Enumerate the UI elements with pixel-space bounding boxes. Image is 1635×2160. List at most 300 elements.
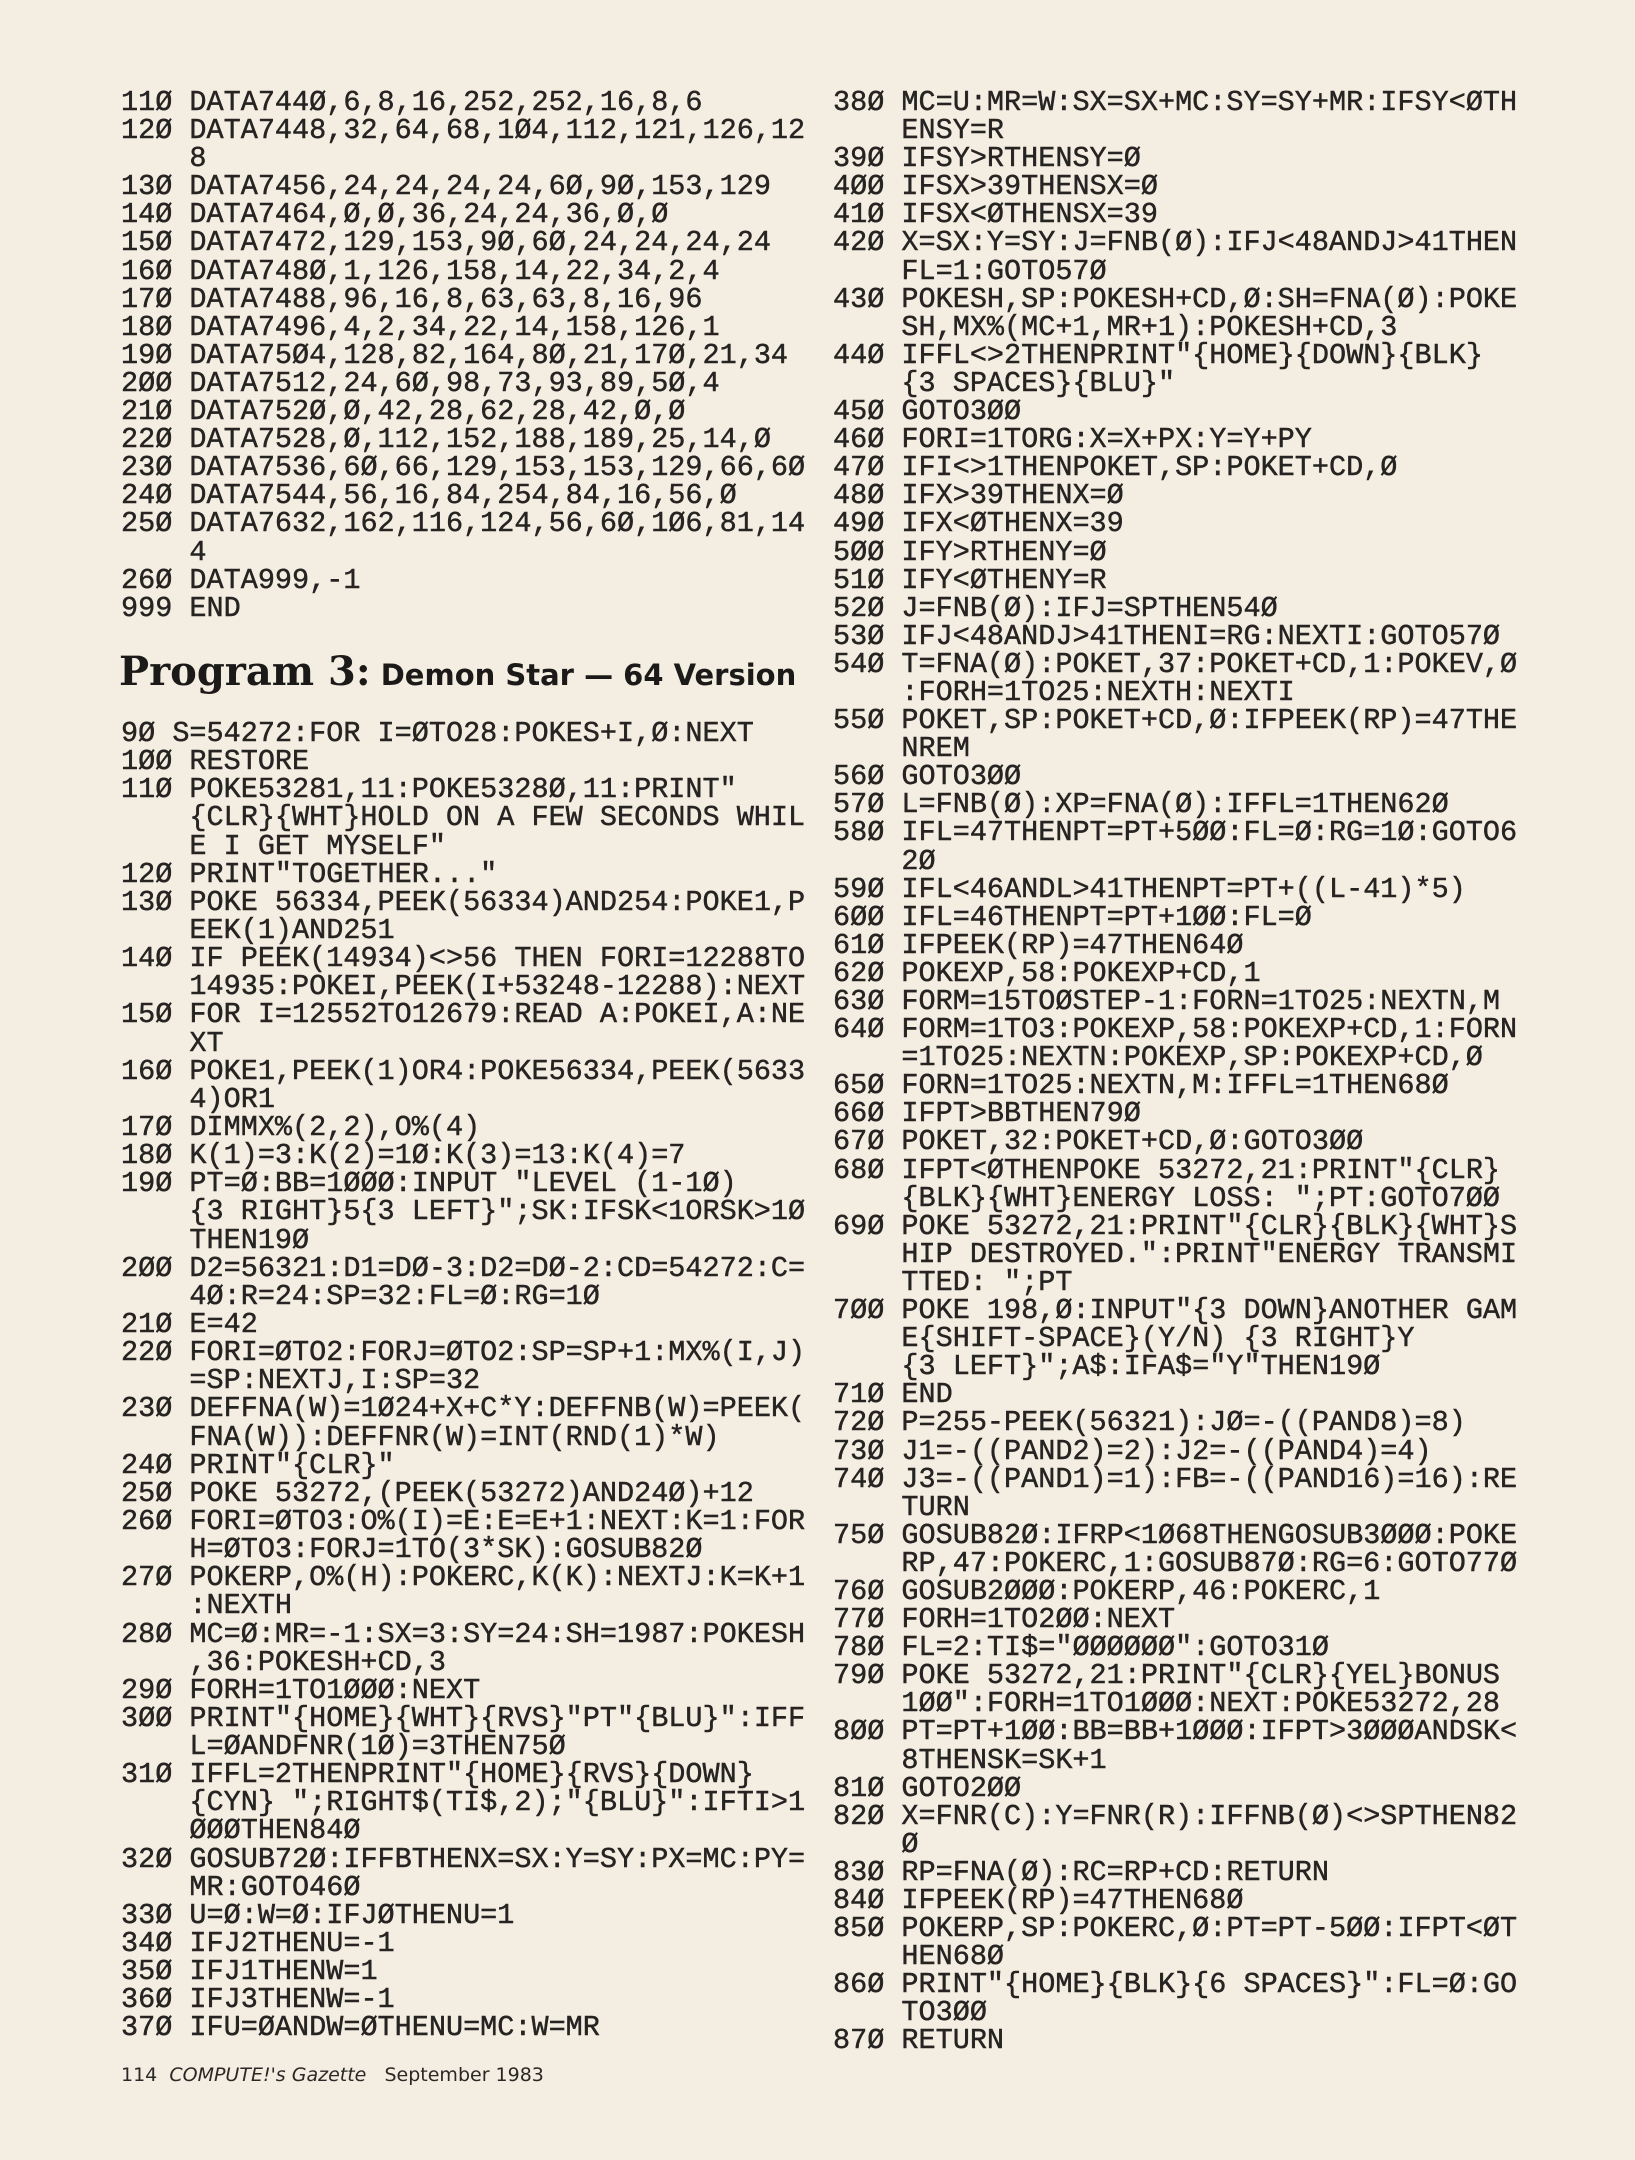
code-line xyxy=(121,2011,805,2045)
code-line xyxy=(833,142,1517,176)
code-text: {CYN} ";RIGHT$(TI$,2);"{BLU}":IFTI>1 xyxy=(189,1786,806,1820)
program-subtitle: Demon Star — 64 Version xyxy=(370,658,797,692)
code-text: IFSX>39THENSX=Ø xyxy=(901,170,1158,204)
line-number: 57Ø xyxy=(833,788,885,822)
line-number: 22Ø xyxy=(121,1336,173,1370)
code-line xyxy=(121,451,806,485)
issue-date: September 1983 xyxy=(384,2064,544,2086)
line-number: 64Ø xyxy=(833,1013,885,1047)
code-text: ENSY=R xyxy=(901,114,1005,148)
code-text: POKE 53272,21:PRINT"{CLR}{BLK}{WHT}S xyxy=(901,1209,1518,1243)
line-number: 18Ø xyxy=(121,310,173,344)
code-line xyxy=(833,1097,1517,1131)
code-text: IFPEEK(RP)=47THEN64Ø xyxy=(901,928,1244,962)
code-text: PT=Ø:BB=1ØØØ:INPUT "LEVEL (1-1Ø) xyxy=(189,1167,737,1201)
code-line xyxy=(833,338,1517,400)
code-text: POKET,SP:POKET+CD,Ø:IFPEEK(RP)=47THE xyxy=(901,704,1518,738)
line-number: 47Ø xyxy=(833,451,885,485)
code-line xyxy=(833,619,1517,653)
code-text: POKE 53272,(PEEK(53272)AND24Ø)+12 xyxy=(189,1476,754,1510)
line-number: 53Ø xyxy=(833,619,885,653)
code-text: HIP DESTROYED.":PRINT"ENERGY TRANSMI xyxy=(901,1237,1518,1271)
code-text: 8THENSK=SK+1 xyxy=(901,1743,1107,1777)
line-number: 54Ø xyxy=(833,647,885,681)
code-line xyxy=(121,86,805,119)
code-text: RETURN xyxy=(901,2024,1005,2058)
code-text: GOSUB72Ø:IFFBTHENX=SX:Y=SY:PX=MC:PY= xyxy=(189,1842,806,1876)
line-number: 25Ø xyxy=(121,507,173,541)
code-line xyxy=(121,1842,806,1904)
line-number: 55Ø xyxy=(833,704,885,738)
code-line xyxy=(121,857,805,891)
listing-left-column xyxy=(121,717,806,2045)
line-number: 74Ø xyxy=(833,1462,885,1496)
code-text: S=54272:FOR I=ØTO28:POKES+I,Ø:NEXT xyxy=(172,717,754,750)
code-line xyxy=(833,1434,1517,1468)
code-text: E{SHIFT-SPACE}(Y/N) {3 RIGHT}Y xyxy=(901,1322,1415,1356)
code-line xyxy=(833,1715,1518,1777)
line-number: 16Ø xyxy=(121,1054,173,1088)
line-number: 44Ø xyxy=(833,338,885,372)
line-number: 21Ø xyxy=(121,395,173,429)
code-line xyxy=(833,1069,1517,1103)
code-line xyxy=(833,1603,1517,1637)
line-number: 14Ø xyxy=(121,198,173,232)
line-number: 61Ø xyxy=(833,928,885,962)
line-number: 8ØØ xyxy=(833,1715,885,1749)
code-text: P=255-PEEK(56321):JØ=-((PAND8)=8) xyxy=(901,1406,1466,1440)
code-line xyxy=(833,1294,1518,1384)
code-line xyxy=(121,1701,806,1764)
code-text: 8 xyxy=(189,142,207,176)
line-number: 16Ø xyxy=(121,254,173,288)
line-number: 65Ø xyxy=(833,1069,885,1103)
program-heading xyxy=(119,648,796,695)
code-text: XT xyxy=(189,1026,224,1060)
line-number: 28Ø xyxy=(121,1617,173,1651)
page-footer xyxy=(121,2064,544,2086)
code-text: FORM=15TOØSTEP-1:FORN=1TO25:NEXTN,M xyxy=(901,985,1501,1018)
code-line xyxy=(121,773,806,863)
line-number: 79Ø xyxy=(833,1659,885,1693)
line-number: 82Ø xyxy=(833,1799,885,1833)
code-line xyxy=(121,226,805,260)
code-text: FORI=ØTO2:FORJ=ØTO2:SP=SP+1:MX%(I,J) xyxy=(189,1336,806,1370)
code-text: 1ØØ":FORH=1TO1ØØØ:NEXT:POKE53272,28 xyxy=(901,1687,1501,1721)
code-text: DATA744Ø,6,8,16,252,252,16,8,6 xyxy=(189,86,703,119)
code-text: FNA(W)):DEFFNR(W)=INT(RND(1)*W) xyxy=(189,1420,720,1454)
code-line xyxy=(833,985,1517,1018)
magazine-name: COMPUTE!'s Gazette xyxy=(169,2064,367,2086)
line-number: 18Ø xyxy=(121,1139,173,1173)
code-text: PT=PT+1ØØ:BB=BB+1ØØØ:IFPT>3ØØØANDSK< xyxy=(901,1715,1518,1749)
code-text: DATA7448,32,64,68,1Ø4,112,121,126,12 xyxy=(189,114,806,148)
line-number: 4ØØ xyxy=(833,170,885,204)
listing-right-column xyxy=(833,86,1518,2058)
code-text: FL=1:GOTO57Ø xyxy=(901,254,1107,288)
code-line xyxy=(833,1855,1517,1889)
code-text: X=SX:Y=SY:J=FNB(Ø):IFJ<48ANDJ>41THEN xyxy=(901,226,1518,260)
code-text: ØØØTHEN84Ø xyxy=(189,1814,361,1848)
code-line xyxy=(833,956,1517,990)
line-number: 5ØØ xyxy=(833,535,885,569)
code-text: IFPEEK(RP)=47THEN68Ø xyxy=(901,1884,1244,1917)
code-line xyxy=(121,1758,806,1848)
code-text: POKESH,SP:POKESH+CD,Ø:SH=FNA(Ø):POKE xyxy=(901,282,1518,316)
code-text: IFI<>1THENPOKET,SP:POKET+CD,Ø xyxy=(901,451,1398,485)
code-text: DATA7512,24,6Ø,98,73,93,89,5Ø,4 xyxy=(189,366,720,400)
line-number: 76Ø xyxy=(833,1574,885,1608)
code-line xyxy=(121,114,806,176)
line-number: 67Ø xyxy=(833,1125,885,1159)
code-text: GOSUB2ØØØ:POKERP,46:POKERC,1 xyxy=(901,1574,1381,1608)
line-number: 41Ø xyxy=(833,198,885,232)
code-line xyxy=(833,563,1517,597)
code-text: FORI=ØTO3:O%(I)=E:E=E+1:NEXT:K=1:FOR xyxy=(189,1504,806,1538)
code-text: DATA999,-1 xyxy=(189,563,361,597)
code-text: IF PEEK(14934)<>56 THEN FORI=12288TO xyxy=(189,942,806,976)
line-number: 85Ø xyxy=(833,1912,885,1946)
code-text: RP=FNA(Ø):RC=RP+CD:RETURN xyxy=(901,1855,1329,1889)
code-line xyxy=(833,647,1518,709)
code-line xyxy=(121,942,806,1004)
code-line xyxy=(121,1110,805,1144)
line-number: 24Ø xyxy=(121,479,173,513)
code-line xyxy=(121,1898,805,1932)
line-number: 6ØØ xyxy=(833,900,885,934)
code-line xyxy=(121,338,805,372)
code-text: POKE 198,Ø:INPUT"{3 DOWN}ANOTHER GAM xyxy=(901,1294,1518,1328)
code-text: 4Ø:R=24:SP=32:FL=Ø:RG=1Ø xyxy=(189,1279,600,1313)
code-line xyxy=(833,1968,1518,2030)
code-text: FOR I=12552TO12679:READ A:POKEI,A:NE xyxy=(189,998,806,1032)
code-text: L=FNB(Ø):XP=FNA(Ø):IFFL=1THEN62Ø xyxy=(901,788,1449,822)
code-line xyxy=(833,1125,1517,1159)
code-text: IFJ3THENW=-1 xyxy=(189,1983,395,2017)
code-text: DATA7488,96,16,8,63,63,8,16,96 xyxy=(189,282,703,316)
code-text: E I GET MYSELF" xyxy=(189,829,446,863)
code-text: POKET,32:POKET+CD,Ø:GOTO3ØØ xyxy=(901,1125,1364,1159)
code-text: DATA7464,Ø,Ø,36,24,24,36,Ø,Ø xyxy=(189,198,669,232)
code-text: SH,MX%(MC+1,MR+1):POKESH+CD,3 xyxy=(901,310,1398,344)
code-line xyxy=(121,1673,805,1707)
line-number: 78Ø xyxy=(833,1631,885,1665)
code-line xyxy=(833,760,1517,794)
code-text: IFSX<ØTHENSX=39 xyxy=(901,198,1158,232)
line-number: 7ØØ xyxy=(833,1294,885,1328)
line-number: 43Ø xyxy=(833,282,885,316)
code-text: DATA752Ø,Ø,42,28,62,28,42,Ø,Ø xyxy=(189,395,686,429)
code-text: GOTO3ØØ xyxy=(901,395,1022,429)
code-line xyxy=(121,885,806,947)
code-text: MC=Ø:MR=-1:SX=3:SY=24:SH=1987:POKESH xyxy=(189,1617,806,1651)
line-number: 999 xyxy=(121,591,173,625)
code-text: FORN=1TO25:NEXTN,M:IFFL=1THEN68Ø xyxy=(901,1069,1449,1103)
code-text: PRINT"TOGETHER..." xyxy=(189,857,498,891)
code-line xyxy=(833,479,1517,513)
code-text: IFJ1THENW=1 xyxy=(189,1955,378,1989)
code-line xyxy=(833,86,1518,148)
code-text: IFX<ØTHENX=39 xyxy=(901,507,1124,541)
line-number: 26Ø xyxy=(121,563,173,597)
line-number: 29Ø xyxy=(121,1673,173,1707)
code-text: T=FNA(Ø):POKET,37:POKET+CD,1:POKEV,Ø xyxy=(901,647,1518,681)
code-line xyxy=(833,226,1518,288)
code-text: EEK(1)AND251 xyxy=(189,913,395,947)
code-text: FL=2:TI$="ØØØØØØ":GOTO31Ø xyxy=(901,1631,1329,1665)
code-line xyxy=(121,717,805,750)
line-number: 27Ø xyxy=(121,1561,173,1595)
code-text: PRINT"{CLR}" xyxy=(189,1448,395,1482)
code-text: DATA7496,4,2,34,22,14,158,126,1 xyxy=(189,310,720,344)
code-line xyxy=(121,1167,806,1257)
code-line xyxy=(121,1476,805,1510)
code-text: :FORH=1TO25:NEXTH:NEXTI xyxy=(901,675,1295,709)
line-number: 21Ø xyxy=(121,1307,173,1341)
code-line xyxy=(121,1251,806,1313)
code-text: POKERP,SP:POKERC,Ø:PT=PT-5ØØ:IFPT<ØT xyxy=(901,1912,1518,1946)
line-number: 14Ø xyxy=(121,942,173,976)
line-number: 83Ø xyxy=(833,1855,885,1889)
code-text: IFPT<ØTHENPOKE 53272,21:PRINT"{CLR} xyxy=(901,1153,1501,1187)
line-number: 84Ø xyxy=(833,1884,885,1917)
code-text: IFL=47THENPT=PT+5ØØ:FL=Ø:RG=1Ø:GOTO6 xyxy=(901,816,1518,850)
code-line xyxy=(121,282,805,316)
line-number: 22Ø xyxy=(121,423,173,457)
code-text: E=42 xyxy=(189,1307,258,1341)
line-number: 32Ø xyxy=(121,1842,173,1876)
code-line xyxy=(121,198,805,232)
code-text: H=ØTO3:FORJ=1TO(3*SK):GOSUB82Ø xyxy=(189,1533,703,1567)
line-number: 11Ø xyxy=(121,86,173,119)
code-text: IFU=ØANDW=ØTHENU=MC:W=MR xyxy=(189,2011,600,2045)
code-line xyxy=(121,998,806,1060)
code-text: IFL=46THENPT=PT+1ØØ:FL=Ø xyxy=(901,900,1312,934)
line-number: 19Ø xyxy=(121,1167,173,1201)
code-text: NREM xyxy=(901,732,970,766)
line-number: 75Ø xyxy=(833,1518,885,1552)
code-line xyxy=(121,1392,806,1454)
line-number: 72Ø xyxy=(833,1406,885,1440)
code-text: FORH=1TO2ØØ:NEXT xyxy=(901,1603,1176,1637)
line-number: 58Ø xyxy=(833,816,885,850)
line-number: 39Ø xyxy=(833,142,885,176)
code-text: 2Ø xyxy=(901,844,936,878)
code-text: {BLK}{WHT}ENERGY LOSS: ";PT:GOTO7ØØ xyxy=(901,1181,1501,1215)
code-text: END xyxy=(901,1378,953,1412)
line-number: 12Ø xyxy=(121,857,173,891)
line-number: 12Ø xyxy=(121,114,173,148)
code-text: IFY<ØTHENY=R xyxy=(901,563,1107,597)
code-text: FORH=1TO1ØØØ:NEXT xyxy=(189,1673,481,1707)
code-line xyxy=(121,1983,805,2017)
code-text: IFPT>BBTHEN79Ø xyxy=(901,1097,1141,1131)
code-text: POKE 56334,PEEK(56334)AND254:POKE1,P xyxy=(189,885,806,919)
code-line xyxy=(121,1054,806,1116)
line-number: 87Ø xyxy=(833,2024,885,2058)
code-line xyxy=(121,366,805,400)
code-line xyxy=(833,198,1517,232)
code-text: IFFL=2THENPRINT"{HOME}{RVS}{DOWN} xyxy=(189,1758,754,1792)
program-title: Program 3: xyxy=(119,648,371,695)
code-text: TO3ØØ xyxy=(901,1996,987,2030)
code-text: {3 SPACES}{BLU}" xyxy=(901,366,1176,400)
code-text: GOSUB82Ø:IFRP<1Ø68THENGOSUB3ØØØ:POKE xyxy=(901,1518,1518,1552)
code-text: GOTO2ØØ xyxy=(901,1771,1022,1805)
line-number: 45Ø xyxy=(833,395,885,429)
code-line xyxy=(121,1448,805,1482)
code-text: TTED: ";PT xyxy=(901,1265,1073,1299)
code-text: L=ØANDFNR(1Ø)=3THEN75Ø xyxy=(189,1730,566,1764)
code-line xyxy=(833,507,1517,541)
code-line xyxy=(833,2024,1517,2058)
code-text: =SP:NEXTJ,I:SP=32 xyxy=(189,1364,481,1398)
line-number: 17Ø xyxy=(121,1110,173,1144)
code-text: IFJ<48ANDJ>41THENI=RG:NEXTI:GOTO57Ø xyxy=(901,619,1501,653)
code-line xyxy=(121,1927,805,1961)
code-line xyxy=(833,1631,1517,1665)
line-number: 62Ø xyxy=(833,956,885,990)
code-line xyxy=(121,563,805,597)
code-line xyxy=(833,170,1517,204)
line-number: 77Ø xyxy=(833,1603,885,1637)
code-line xyxy=(833,1574,1517,1608)
code-text: POKERP,O%(H):POKERC,K(K):NEXTJ:K=K+1 xyxy=(189,1561,806,1595)
code-line xyxy=(121,395,805,429)
line-number: 23Ø xyxy=(121,1392,173,1426)
code-line xyxy=(833,816,1518,878)
line-number: 36Ø xyxy=(121,1983,173,2017)
line-number: 51Ø xyxy=(833,563,885,597)
code-line xyxy=(121,423,805,457)
code-text: DIMMX%(2,2),O%(4) xyxy=(189,1110,481,1144)
code-line xyxy=(121,591,805,625)
code-line xyxy=(833,451,1517,485)
code-line xyxy=(121,1504,806,1567)
code-line xyxy=(833,1378,1517,1412)
code-text: U=Ø:W=Ø:IFJØTHENU=1 xyxy=(189,1898,515,1932)
code-line xyxy=(121,1561,806,1623)
code-text: PRINT"{HOME}{BLK}{6 SPACES}":FL=Ø:GO xyxy=(901,1968,1518,2002)
line-number: 66Ø xyxy=(833,1097,885,1131)
line-number: 34Ø xyxy=(121,1927,173,1961)
page-number: 114 xyxy=(121,2064,158,2086)
line-number: 23Ø xyxy=(121,451,173,485)
code-line xyxy=(121,310,805,344)
code-text: HEN68Ø xyxy=(901,1940,1005,1974)
code-line xyxy=(121,170,805,204)
line-number: 35Ø xyxy=(121,1955,173,1989)
code-text: DATA7536,6Ø,66,129,153,153,129,66,6Ø xyxy=(189,451,806,485)
line-number: 25Ø xyxy=(121,1476,173,1510)
code-line xyxy=(833,1799,1518,1861)
code-text: IFY>RTHENY=Ø xyxy=(901,535,1107,569)
code-line xyxy=(121,1955,805,1989)
code-text: RP,47:POKERC,1:GOSUB87Ø:RG=6:GOTO77Ø xyxy=(901,1546,1518,1580)
code-text: {3 RIGHT}5{3 LEFT}";SK:IFSK<1ORSK>1Ø xyxy=(189,1195,806,1229)
code-line xyxy=(833,1518,1518,1580)
line-number: 2ØØ xyxy=(121,366,173,400)
code-line xyxy=(121,745,805,779)
line-number: 15Ø xyxy=(121,998,173,1032)
code-line xyxy=(121,479,805,513)
code-line xyxy=(121,1617,806,1679)
code-line xyxy=(121,1336,806,1398)
line-number: 42Ø xyxy=(833,226,885,260)
code-text: J3=-((PAND1)=1):FB=-((PAND16)=16):RE xyxy=(901,1462,1518,1496)
line-number: 68Ø xyxy=(833,1153,885,1187)
code-text: GOTO3ØØ xyxy=(901,760,1022,794)
line-number: 11Ø xyxy=(121,773,173,807)
code-text: DATA748Ø,1,126,158,14,22,34,2,4 xyxy=(189,254,720,288)
code-line xyxy=(833,1013,1518,1075)
code-line xyxy=(833,704,1518,766)
code-line xyxy=(121,254,805,288)
code-text: DATA7632,162,116,124,56,6Ø,1Ø6,81,14 xyxy=(189,507,806,541)
code-text: MC=U:MR=W:SX=SX+MC:SY=SY+MR:IFSY<ØTH xyxy=(901,86,1518,119)
code-line xyxy=(121,507,806,569)
code-line xyxy=(833,1153,1517,1215)
line-number: 33Ø xyxy=(121,1898,173,1932)
code-text: ,36:POKESH+CD,3 xyxy=(189,1645,446,1679)
line-number: 86Ø xyxy=(833,1968,885,2002)
code-line xyxy=(833,1659,1517,1721)
code-text: DEFFNA(W)=1Ø24+X+C*Y:DEFFNB(W)=PEEK( xyxy=(189,1392,806,1426)
code-text: IFFL<>2THENPRINT"{HOME}{DOWN}{BLK} xyxy=(901,338,1483,372)
line-number: 38Ø xyxy=(833,86,885,119)
line-number: 48Ø xyxy=(833,479,885,513)
line-number: 49Ø xyxy=(833,507,885,541)
code-text: X=FNR(C):Y=FNR(R):IFFNB(Ø)<>SPTHEN82 xyxy=(901,1799,1518,1833)
listing-continuation-top xyxy=(121,86,806,625)
code-line xyxy=(833,900,1517,934)
code-line xyxy=(833,423,1517,457)
line-number: 3ØØ xyxy=(121,1701,173,1735)
line-number: 71Ø xyxy=(833,1378,885,1412)
code-line xyxy=(833,535,1517,569)
code-line xyxy=(833,1462,1518,1524)
line-number: 52Ø xyxy=(833,591,885,625)
line-number: 73Ø xyxy=(833,1434,885,1468)
line-number: 2ØØ xyxy=(121,1251,173,1285)
line-number: 13Ø xyxy=(121,170,173,204)
line-number: 46Ø xyxy=(833,423,885,457)
code-text: D2=56321:D1=DØ-3:D2=DØ-2:CD=54272:C= xyxy=(189,1251,806,1285)
code-text: POKEXP,58:POKEXP+CD,1 xyxy=(901,956,1261,990)
code-text: RESTORE xyxy=(189,745,310,779)
code-text: :NEXTH xyxy=(189,1589,293,1623)
code-text: DATA7472,129,153,9Ø,6Ø,24,24,24,24 xyxy=(189,226,771,260)
line-number: 37Ø xyxy=(121,2011,173,2045)
code-text: Ø xyxy=(901,1827,919,1861)
code-line xyxy=(833,788,1517,822)
code-text: FORI=1TORG:X=X+PX:Y=Y+PY xyxy=(901,423,1312,457)
line-number: 26Ø xyxy=(121,1504,173,1538)
code-text: POKE53281,11:POKE5328Ø,11:PRINT" xyxy=(189,773,737,807)
line-number: 81Ø xyxy=(833,1771,885,1805)
code-text: TURN xyxy=(901,1490,970,1524)
line-number: 13Ø xyxy=(121,885,173,919)
line-number: 59Ø xyxy=(833,872,885,906)
line-number: 56Ø xyxy=(833,760,885,794)
code-line xyxy=(833,1771,1517,1805)
code-text: J=FNB(Ø):IFJ=SPTHEN54Ø xyxy=(901,591,1278,625)
code-text: POKE 53272,21:PRINT"{CLR}{YEL}BONUS xyxy=(901,1659,1501,1693)
code-text: DATA75Ø4,128,82,164,8Ø,21,17Ø,21,34 xyxy=(189,338,789,372)
code-text: K(1)=3:K(2)=1Ø:K(3)=13:K(4)=7 xyxy=(189,1139,686,1173)
code-text: DATA7544,56,16,84,254,84,16,56,Ø xyxy=(189,479,737,513)
code-text: IFSY>RTHENSY=Ø xyxy=(901,142,1141,176)
